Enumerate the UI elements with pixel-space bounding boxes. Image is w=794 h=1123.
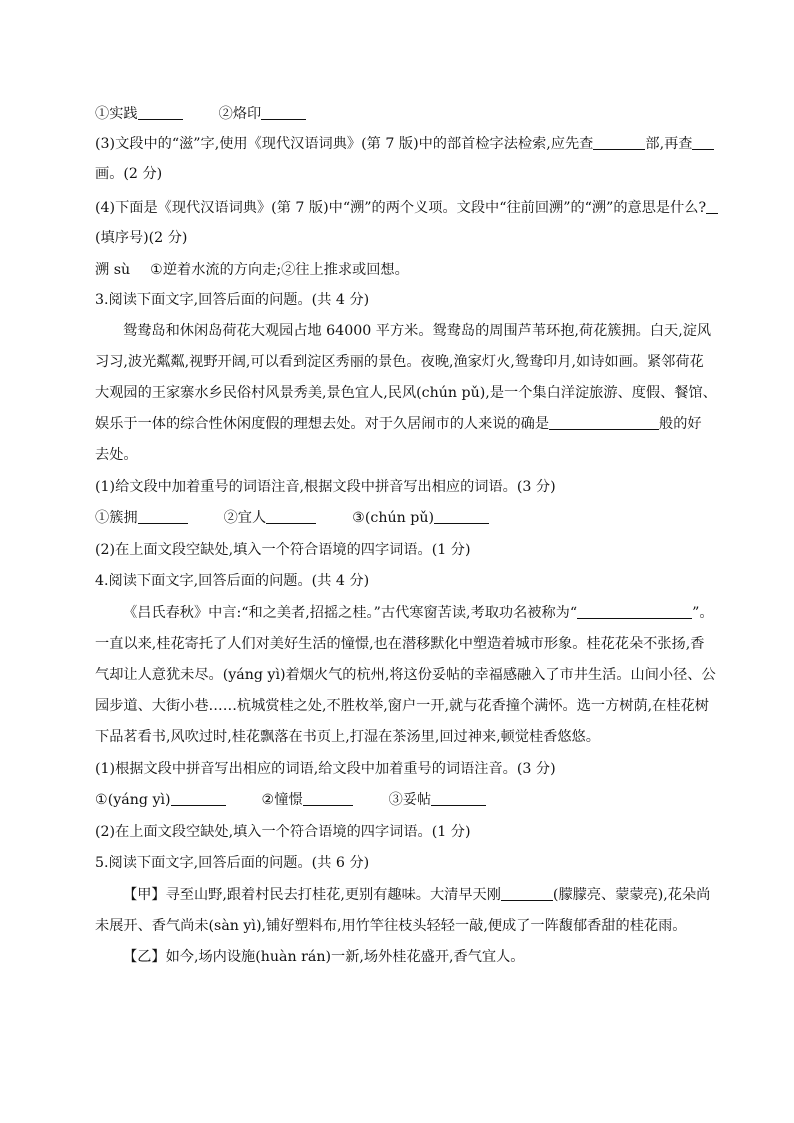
question-3-radical: [95, 134, 700, 154]
answer-blank[interactable]: [303, 790, 353, 806]
passage-text: 鸳鸯岛和休闲岛荷花大观园占地 64000 平方米。鸳鸯岛的周围芦苇环抱,荷花簇拥。白天,淀风: [123, 323, 712, 339]
dictionary-entry: [95, 260, 700, 280]
item-chongjing: ②憧憬: [261, 792, 303, 808]
passage-3-line-5: [95, 445, 700, 465]
passage-5-yi-line-1: [123, 947, 700, 967]
item-yangyi: ①(yáng yì): [95, 792, 171, 808]
passage-text: 园步道、大街小巷……杭城赏桂之处,不胜枚举,窗户一开,就与花香撞个满怀。选一方树荫,在桂花树: [95, 698, 709, 714]
question-text: (2)在上面文段空缺处,填入一个符合语境的四字词语。(1 分): [95, 542, 471, 558]
question-text: 画。(2 分): [95, 166, 163, 182]
answer-blank[interactable]: [706, 198, 718, 214]
passage-text: 大观园的王家寨水乡民俗村风景秀美,景色宜人,民风(chún pǔ),是一个集白洋淀旅游、度假、餐馆、: [95, 385, 717, 401]
passage-text: 去处。: [95, 447, 138, 463]
question-3-continued: [95, 164, 700, 184]
question-text: (2)在上面文段空缺处,填入一个符合语境的四字词语。(1 分): [95, 824, 471, 840]
passage-4-line-1: [123, 603, 714, 623]
answer-blank[interactable]: [434, 508, 489, 524]
answer-blank[interactable]: [501, 885, 553, 901]
question-4-meaning: [95, 198, 707, 218]
section-5-heading: [95, 853, 700, 873]
item-laoyin: ②烙印: [218, 106, 262, 122]
question-text: (1)根据文段中拼音写出相应的词语,给文段中加着重号的词语注音。(3 分): [95, 761, 556, 777]
answer-blank[interactable]: [577, 603, 692, 619]
answer-blank[interactable]: [171, 790, 226, 806]
passage-4-line-2: [95, 634, 705, 654]
answer-blank[interactable]: [593, 134, 645, 150]
question-text: 部,再查: [645, 136, 693, 152]
section-heading: 3.阅读下面文字,回答后面的问题。(共 4 分): [95, 292, 370, 308]
item-shijian: ①实践: [95, 106, 138, 122]
answer-blank[interactable]: [261, 104, 306, 120]
question-4-1: [95, 759, 700, 779]
section-heading: 4.阅读下面文字,回答后面的问题。(共 4 分): [95, 573, 370, 589]
passage-3-line-2: [95, 352, 704, 372]
answer-blank[interactable]: [266, 508, 316, 524]
question-4-2: [95, 822, 700, 842]
passage-5-jia-line-1: [123, 885, 711, 905]
passage-text: 【乙】如今,场内设施(huàn rán)一新,场外桂花盛开,香气宜人。: [123, 949, 525, 965]
section-heading: 5.阅读下面文字,回答后面的问题。(共 6 分): [95, 855, 370, 871]
question-text: (3)文段中的“滋”字,使用《现代汉语词典》(第 7 版)中的部首检字法检索,应先查: [95, 136, 594, 152]
passage-text: 般的好: [659, 416, 702, 432]
passage-text: 《吕氏春秋》中言:“和之美者,招摇之桂。”古代寒窗苦读,考取功名被称为“: [123, 605, 578, 621]
entry-headword: 溯 sù: [95, 262, 131, 278]
question-text: (4)下面是《现代汉语词典》(第 7 版)中“溯”的两个义项。文段中“往前回溯”的“溯”的意思是什么?: [95, 200, 707, 216]
passage-4-line-5: [95, 727, 700, 747]
answer-blank[interactable]: [549, 414, 659, 430]
passage-4-line-3: [95, 665, 716, 685]
entry-definitions: ①逆着水流的方向走;②往上推求或回想。: [150, 262, 409, 278]
answer-blank[interactable]: [431, 790, 486, 806]
answer-blank[interactable]: [692, 134, 714, 150]
question-3-1: [95, 477, 700, 497]
answer-line-3-1: [95, 508, 700, 528]
item-tuotie: ③妥帖: [388, 792, 432, 808]
passage-5-jia-line-2: [95, 916, 700, 936]
question-3-2: [95, 540, 700, 560]
question-text: (填序号)(2 分): [95, 230, 188, 246]
passage-text: 未展开、香气尚未(sàn yì),铺好塑料布,用竹竿往枝头轻轻一敲,便成了一阵馥郁香甜的桂花雨。: [95, 918, 687, 934]
section-4-heading: [95, 571, 700, 591]
item-chunpu: ③(chún pǔ): [352, 510, 435, 526]
answer-line-1-2: [95, 104, 700, 124]
question-text: (1)给文段中加着重号的词语注音,根据文段中拼音写出相应的词语。(3 分): [95, 479, 556, 495]
passage-text: 习习,波光粼粼,视野开阔,可以看到淀区秀丽的景色。夜晚,渔家灯火,鸳鸯印月,如诗如画。紧邻荷花: [95, 354, 704, 370]
answer-blank[interactable]: [138, 508, 188, 524]
passage-3-line-1: [123, 321, 712, 341]
item-cuyong: ①簇拥: [95, 510, 138, 526]
passage-3-line-4: [95, 414, 700, 434]
question-4-continued: [95, 228, 700, 248]
passage-text: 【甲】寻至山野,跟着村民去打桂花,更别有趣味。大清早天刚: [123, 887, 501, 903]
passage-text: 娱乐于一体的综合性休闲度假的理想去处。对于久居闹市的人来说的确是: [95, 416, 550, 432]
answer-blank[interactable]: [138, 104, 183, 120]
passage-3-line-3: [95, 383, 717, 403]
section-3-heading: [95, 290, 700, 310]
passage-text: (朦朦亮、蒙蒙亮),花朵尚: [552, 887, 711, 903]
answer-line-4-1: [95, 790, 700, 810]
passage-text: 气却让人意犹未尽。(yáng yì)着烟火气的杭州,将这份妥帖的幸福感融入了市井生活。山间小径、公: [95, 667, 716, 683]
passage-text: 下品茗看书,风吹过时,桂花飘落在书页上,打湿在茶汤里,回过神来,顿觉桂香悠悠。: [95, 729, 600, 745]
passage-4-line-4: [95, 696, 709, 716]
passage-text: ”。: [692, 605, 714, 621]
item-yiren: ②宜人: [223, 510, 267, 526]
passage-text: 一直以来,桂花寄托了人们对美好生活的憧憬,也在潜移默化中塑造着城市形象。桂花花朵不张扬,香: [95, 636, 705, 652]
